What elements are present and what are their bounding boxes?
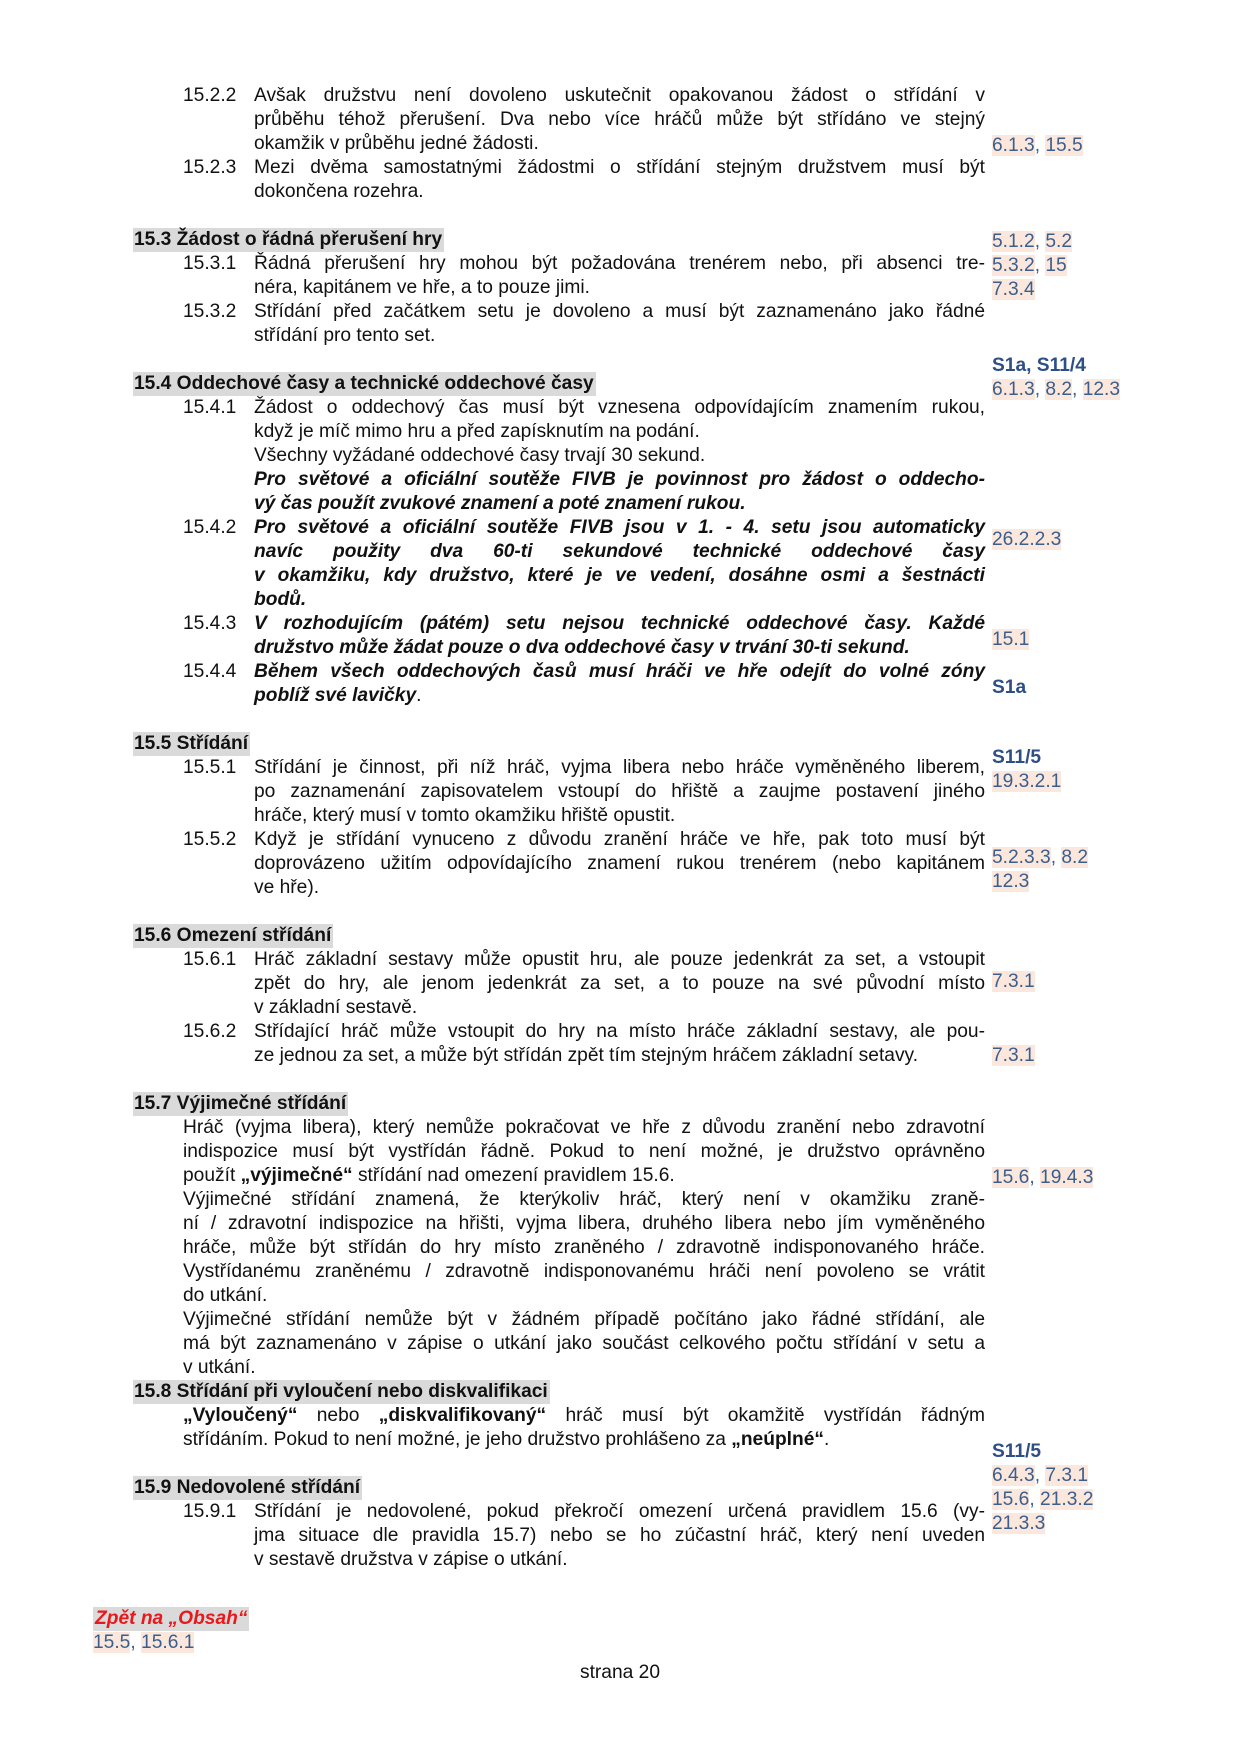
ref-link[interactable]: 26.2.2.3: [992, 529, 1062, 550]
rule-text-line: néra, kapitánem ve hře, a to pouze jimi.: [254, 277, 590, 298]
ref-link[interactable]: 15.5: [1045, 135, 1083, 156]
cross-reference[interactable]: [992, 134, 1083, 158]
rule-number: 15.4.2: [183, 517, 237, 538]
paragraph-line: hráče, může být střídán do hry místo zraněného / zdravotně indisponovaného hráče.: [183, 1237, 985, 1258]
rule-text-line-emphasis: navíc použity dva 60-ti sekundové technické oddechové časy: [254, 541, 985, 562]
ref-link[interactable]: 6.1.3: [992, 135, 1035, 156]
cross-reference[interactable]: [992, 870, 1029, 894]
ref-link[interactable]: 15.6: [992, 1167, 1030, 1188]
rule-text-line: po zaznamenání zapisovatelem vstoupí do hřiště a zaujme postavení jiného: [254, 781, 985, 802]
signal-reference[interactable]: S11/5: [992, 1441, 1042, 1462]
rule-text-line: střídání pro tento set.: [254, 325, 436, 346]
ref-link[interactable]: 5.1.2: [992, 231, 1035, 252]
paragraph-line: Vystřídanému zraněnému / zdravotně indisponovanému hráči není povoleno se vrátit: [183, 1261, 985, 1282]
rule-text-line-emphasis: V rozhodujícím (pátém) setu nejsou technické oddechové časy. Každé: [254, 613, 985, 634]
rule-text-line-emphasis: v okamžiku, kdy družstvo, které je ve vedení, dosáhne osmi a šestnácti: [254, 565, 985, 586]
rule-text-line-emphasis: bodů.: [254, 589, 307, 610]
emphasis-text: „výjimečné“: [240, 1165, 353, 1186]
ref-link[interactable]: 6.4.3: [992, 1465, 1035, 1486]
rule-text-line: v základní sestavě.: [254, 997, 418, 1018]
text-span: hráč musí být okamžitě vystřídán řádným: [546, 1405, 985, 1426]
cross-reference[interactable]: [992, 770, 1061, 794]
cross-reference[interactable]: [992, 378, 1120, 402]
rule-text-line: Žádost o oddechový čas musí být vznesena odpovídajícím znamením rukou,: [254, 397, 985, 418]
paragraph-line: [183, 1428, 985, 1452]
text-span: .: [823, 1429, 830, 1450]
cross-reference[interactable]: [992, 846, 1088, 870]
ref-link[interactable]: 7.3.1: [1045, 1465, 1089, 1486]
rule-text-line: jma situace dle pravidla 15.7) nebo se ho zúčastní hráč, který není uveden: [254, 1525, 985, 1546]
ref-separator: ,: [1034, 1465, 1046, 1486]
rule-text-line: ve hře).: [254, 877, 320, 898]
paragraph-line: do utkání.: [183, 1285, 268, 1306]
rule-text-line-emphasis: Během všech oddechových časů musí hráči ve hře odejít do volné zóny: [254, 661, 985, 682]
signal-reference[interactable]: S1a: [992, 677, 1027, 698]
rule-text-line: Mezi dvěma samostatnými žádostmi o střídání stejným družstvem musí být: [254, 157, 985, 178]
cross-reference[interactable]: [992, 1166, 1093, 1190]
ref-link[interactable]: 19.4.3: [1040, 1167, 1094, 1188]
cross-reference[interactable]: [992, 278, 1035, 302]
section-heading: 15.8 Střídání při vyloučení nebo diskvalifikaci: [134, 1381, 548, 1402]
rule-text-line: ze jednou za set, a může být střídán zpět tím stejným hráčem základní setavy.: [254, 1045, 919, 1066]
ref-separator: ,: [1034, 379, 1046, 400]
section-heading: 15.7 Výjimečné střídání: [134, 1093, 347, 1114]
cross-reference[interactable]: [93, 1631, 194, 1655]
ref-link[interactable]: 5.2.3.3: [992, 847, 1051, 868]
rule-text-line: Avšak družstvu není dovoleno uskutečnit opakovanou žádost o střídání v: [254, 85, 985, 106]
rule-number: 15.5.2: [183, 829, 237, 850]
text-span: nebo: [297, 1405, 379, 1426]
rule-text-line: [254, 684, 985, 708]
rule-number: 15.3.1: [183, 253, 237, 274]
rule-text-line-emphasis: vý čas použít zvukové znamení a poté znamení rukou.: [254, 493, 746, 514]
rule-text-line: Střídající hráč může vstoupit do hry na místo hráče základní sestavy, ale pou-: [254, 1021, 985, 1042]
rule-number: 15.4.1: [183, 397, 237, 418]
emphasis-text: „Vyloučený“: [183, 1405, 298, 1426]
rule-text-line: doprovázeno užitím odpovídajícího znamení rukou trenérem (nebo kapitánem: [254, 853, 985, 874]
ref-link[interactable]: 15: [1045, 255, 1067, 276]
rule-number: 15.4.3: [183, 613, 237, 634]
ref-link[interactable]: 21.3.2: [1040, 1489, 1094, 1510]
ref-separator: ,: [1072, 379, 1083, 400]
cross-reference[interactable]: [992, 1512, 1045, 1536]
ref-link[interactable]: 15.6: [992, 1489, 1030, 1510]
ref-link[interactable]: 5.3.2: [992, 255, 1035, 276]
ref-separator: ,: [1034, 231, 1046, 252]
rule-text-line: Když je střídání vynuceno z důvodu zranění hráče ve hře, pak toto musí být: [254, 829, 985, 850]
ref-link[interactable]: 21.3.3: [992, 1513, 1046, 1534]
cross-reference[interactable]: [992, 970, 1035, 994]
paragraph-line: indispozice musí být vystřídán řádně. Pokud to není možné, je družstvo oprávněno: [183, 1141, 985, 1162]
rule-text-line-emphasis: družstvo může žádat pouze o dva oddechové časy v trvání 30-ti sekund.: [254, 637, 910, 658]
rule-number: 15.5.1: [183, 757, 237, 778]
punctuation: .: [416, 685, 422, 706]
ref-separator: ,: [1034, 255, 1046, 276]
rule-text-line: průběhu téhož přerušení. Dva nebo více hráčů může být střídáno ve stejný: [254, 109, 985, 130]
back-to-contents-link[interactable]: Zpět na „Obsah“: [95, 1608, 248, 1629]
paragraph-line: Hráč (vyjma libera), který nemůže pokračovat ve hře z důvodu zranění nebo zdravotní: [183, 1117, 985, 1138]
paragraph-line: [183, 1404, 985, 1428]
cross-reference[interactable]: [992, 528, 1061, 552]
ref-link[interactable]: 15.6.1: [141, 1632, 195, 1653]
ref-link[interactable]: 8.2: [1045, 379, 1073, 400]
section-heading: 15.6 Omezení střídání: [134, 925, 332, 946]
rule-number: 15.3.2: [183, 301, 237, 322]
ref-link[interactable]: 12.3: [992, 871, 1030, 892]
rule-text-line: Řádná přerušení hry mohou být požadována trenérem nebo, při absenci tre-: [254, 253, 985, 274]
section-heading: 15.4 Oddechové časy a technické oddechové časy: [134, 373, 594, 394]
rule-text-line-emphasis: Pro světové a oficiální soutěže FIVB je povinnost pro žádost o oddecho-: [254, 469, 985, 490]
paragraph-line: Výjimečné střídání nemůže být v žádném případě počítáno jako řádné střídání, ale: [183, 1309, 985, 1330]
text-span: střídání nad omezení pravidlem 15.6.: [352, 1165, 675, 1186]
rule-number: 15.6.2: [183, 1021, 237, 1042]
emphasis-text: poblíž své lavičky: [254, 685, 417, 706]
ref-link[interactable]: 7.3.4: [992, 279, 1035, 300]
paragraph-line: má být zaznamenáno v zápise o utkání jako součást celkového počtu střídání v setu a: [183, 1333, 985, 1354]
rule-text-line-emphasis: Pro světové a oficiální soutěže FIVB jsou v 1. - 4. setu jsou automaticky: [254, 517, 985, 538]
cross-reference[interactable]: [992, 628, 1029, 652]
rule-text-line: hráče, který musí v tomto okamžiku hřiště opustit.: [254, 805, 676, 826]
section-heading: 15.5 Střídání: [134, 733, 249, 754]
rule-text-line: okamžik v průběhu jedné žádosti.: [254, 133, 539, 154]
paragraph-line: [183, 1164, 985, 1188]
page-number: strana 20: [579, 1662, 660, 1683]
ref-separator: ,: [1034, 135, 1046, 156]
ref-separator: ,: [1029, 1489, 1041, 1510]
emphasis-text: „neúplné“: [731, 1429, 824, 1450]
signal-reference[interactable]: S11/5: [992, 747, 1042, 768]
text-span: použít: [183, 1165, 241, 1186]
rule-text-line: zpět do hry, ale jenom jedenkrát za set, a to pouze na své původní místo: [254, 973, 985, 994]
paragraph-line: Výjimečné střídání znamená, že kterýkoliv hráč, který není v okamžiku zraně-: [183, 1189, 985, 1210]
rule-number: 15.2.3: [183, 157, 237, 178]
ref-link[interactable]: 15.5: [93, 1632, 131, 1653]
ref-separator: ,: [130, 1632, 142, 1653]
cross-reference[interactable]: [992, 1044, 1035, 1068]
paragraph-line: v utkání.: [183, 1357, 256, 1378]
signal-reference[interactable]: S1a, S11/4: [992, 355, 1086, 376]
ref-separator: ,: [1050, 847, 1062, 868]
section-heading: 15.3 Žádost o řádná přerušení hry: [134, 229, 443, 250]
ref-separator: ,: [1029, 1167, 1041, 1188]
rule-text-line: Střídání je nedovolené, pokud překročí omezení určená pravidlem 15.6 (vy-: [254, 1501, 985, 1522]
ref-link[interactable]: 6.1.3: [992, 379, 1035, 400]
text-span: střídáním. Pokud to není možné, je jeho družstvo prohlášeno za: [183, 1429, 732, 1450]
cross-reference[interactable]: [992, 230, 1072, 254]
section-heading: 15.9 Nedovolené střídání: [134, 1477, 361, 1498]
cross-reference[interactable]: [992, 1464, 1088, 1488]
ref-link[interactable]: 5.2: [1045, 231, 1073, 252]
rule-text-line: Střídání je činnost, při níž hráč, vyjma libera nebo hráče vyměněného liberem,: [254, 757, 985, 778]
ref-link[interactable]: 12.3: [1082, 379, 1121, 400]
ref-link[interactable]: 7.3.1: [992, 971, 1035, 992]
cross-reference[interactable]: [992, 254, 1067, 278]
emphasis-text: „diskvalifikovaný“: [378, 1405, 547, 1426]
rule-text-line: dokončena rozehra.: [254, 181, 424, 202]
cross-reference[interactable]: [992, 1488, 1093, 1512]
ref-link[interactable]: 19.3.2.1: [992, 771, 1062, 792]
rule-text-line: když je míč mimo hru a před zapísknutím na podání.: [254, 421, 700, 442]
rule-text-line: Hráč základní sestavy může opustit hru, ale pouze jedenkrát za set, a vstoupit: [254, 949, 985, 970]
rule-text-line: Střídání před začátkem setu je dovoleno a musí být zaznamenáno jako řádné: [254, 301, 985, 322]
ref-link[interactable]: 8.2: [1061, 847, 1089, 868]
ref-link[interactable]: 15.1: [992, 629, 1030, 650]
rule-text-line: v sestavě družstva v zápise o utkání.: [254, 1549, 568, 1570]
rule-number: 15.9.1: [183, 1501, 237, 1522]
rule-number: 15.6.1: [183, 949, 237, 970]
paragraph-line: ní / zdravotní indispozice na hřišti, vyjma libera, druhého libera nebo jím vyměněného: [183, 1213, 985, 1234]
ref-link[interactable]: 7.3.1: [992, 1045, 1035, 1066]
rule-number: 15.2.2: [183, 85, 237, 106]
rule-text-line: Všechny vyžádané oddechové časy trvají 30 sekund.: [254, 445, 706, 466]
rule-number: 15.4.4: [183, 661, 237, 682]
